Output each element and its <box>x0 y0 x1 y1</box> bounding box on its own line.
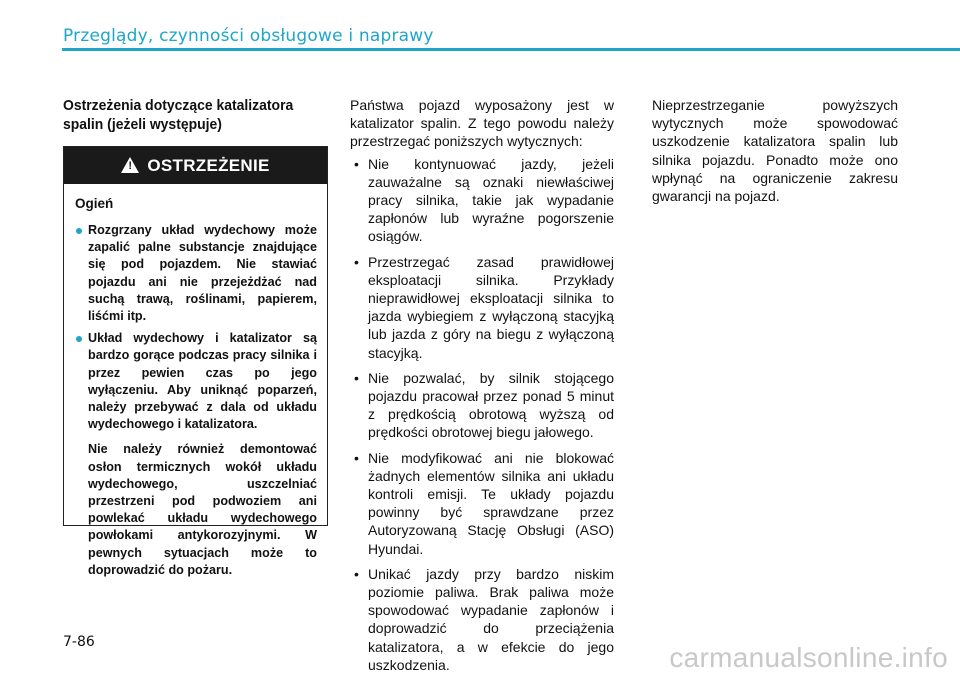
consequence-paragraph: Nieprzestrzeganie powyższych wytycznych może spowodować uszkodzenie katalizatora spalin lub silnika pojazdu. Ponadto może ono wpłynąć na ograniczenie zakresu gwarancji na pojazd. <box>652 97 898 205</box>
warning-subtitle: Ogień <box>75 196 114 211</box>
bullet-dot-icon <box>76 336 82 342</box>
bullet-icon: • <box>354 449 359 466</box>
warning-body <box>64 184 327 579</box>
bullet-icon: • <box>354 253 359 270</box>
bullet-icon: • <box>354 155 359 172</box>
list-item-text: Nie kontynuować jazdy, jeżeli zauważalne są oznaki niewłaściwej pracy silnika, takie jak wypadanie zapłonów lub wyraźne pogorszenie osiągów. <box>368 155 614 245</box>
warning-item <box>75 222 317 325</box>
list-item-text: Przestrzegać zasad prawidłowej eksploatacji silnika. Przykłady nieprawidłowej eksploatacji silnika to jazda wybiegiem z wyłączoną stacyjką lub jazda z góry na biegu z wyłączoną stacyjką. <box>368 253 614 361</box>
list-item-text: Nie modyfikować ani nie blokować żadnych elementów silnika ani układu kontroli emisji. Te układy pojazdu powinny być sprawdzane przez Autoryzowaną Stację Obsługi (ASO) Hyundai. <box>368 449 614 557</box>
warning-note: Nie należy również demontować osłon termicznych wokół układu wydechowego, uszczelniać przestrzeni pod podwoziem ani powlekać układu wydechowego powłokami antykorozyjnymi. W pewnych sytuacjach może to doprowadzić do pożaru. <box>88 442 317 577</box>
list-item <box>350 565 614 674</box>
watermark: carmanualsonline.info <box>669 642 948 673</box>
left-column <box>63 96 328 150</box>
list-item <box>350 449 614 558</box>
guidelines-list <box>350 155 614 674</box>
list-item <box>350 369 614 442</box>
warning-triangle-icon: ! <box>121 157 139 173</box>
list-item <box>350 155 614 246</box>
right-column <box>652 96 898 205</box>
section-title: Przeglądy, czynności obsługowe i naprawy <box>63 26 434 46</box>
bullet-dot-icon <box>76 228 82 234</box>
intro-paragraph: Państwa pojazd wyposażony jest w katalizator spalin. Z tego powodu należy przestrzegać poniższych wytycznych: <box>350 97 614 150</box>
bullet-icon: • <box>354 369 359 386</box>
bullet-icon: • <box>354 565 359 582</box>
header-divider <box>62 48 960 51</box>
warning-item <box>75 330 317 433</box>
list-item <box>350 253 614 362</box>
warning-header <box>64 147 327 184</box>
page-number: 7-86 <box>63 634 95 650</box>
warning-item-text: Rozgrzany układ wydechowy może zapalić palne substancje znajdujące się pod pojazdem. Nie stawiać pojazdu ani nie przejeżdżać nad suchą trawą, roślinami, papierem, liśćmi itp. <box>88 223 317 324</box>
list-item-text: Nie pozwalać, by silnik stojącego pojazdu pracował przez ponad 5 minut z prędkością obrotową wyższą od prędkości obrotowej biegu jałowego. <box>368 369 614 441</box>
list-item-text: Unikać jazdy przy bardzo niskim poziomie paliwa. Brak paliwa może spowodować wypadanie zapłonów i doprowadzić do przeciążenia katalizatora, a w efekcie do jego uszkodzenia. <box>368 565 614 673</box>
warning-item-text: Układ wydechowy i katalizator są bardzo gorące podczas pracy silnika i przez pewien czas po jego wyłączeniu. Aby uniknąć poparzeń, należy przebywać z dala od układu wydechowego i katalizatora. <box>88 331 317 432</box>
section-heading: Ostrzeżenia dotyczące katalizatora spalin (jeżeli występuje) <box>63 97 294 133</box>
middle-column <box>350 96 614 681</box>
warning-box <box>63 146 328 577</box>
warning-title: OSTRZEŻENIE <box>147 155 270 175</box>
